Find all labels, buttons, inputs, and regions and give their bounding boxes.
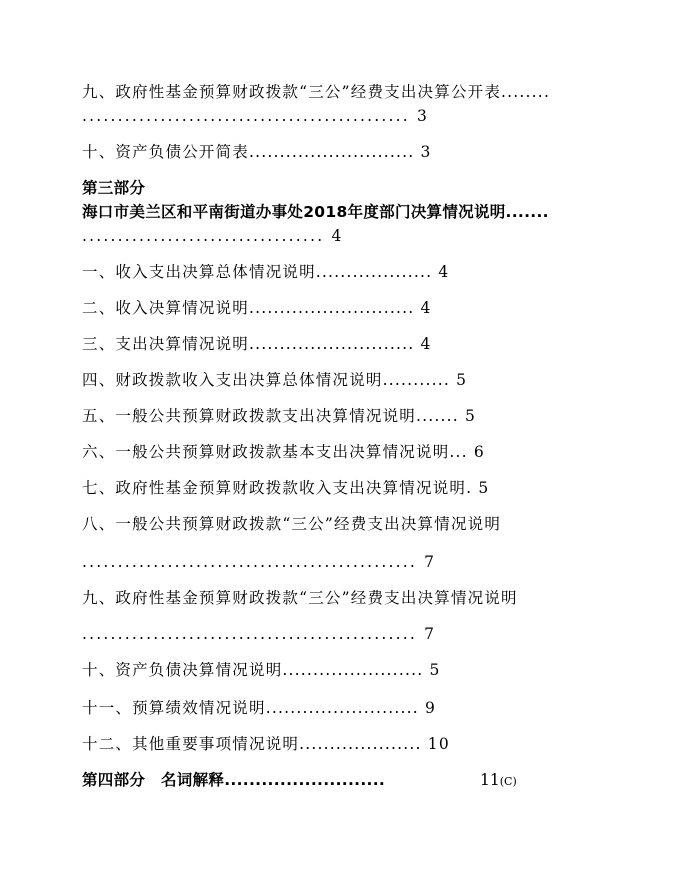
toc-section-9-line2[interactable]: ............................................... 7 bbox=[82, 625, 437, 643]
toc-section-9-line1[interactable]: 九、政府性基金预算财政拨款“三公”经费支出决算情况说明 bbox=[82, 589, 518, 607]
part3-subtitle-line2[interactable]: .................................. 4 bbox=[82, 227, 344, 245]
part4-page-number bbox=[480, 770, 517, 792]
toc-section-10[interactable]: 十、资产负债决算情况说明....................... 5 bbox=[82, 661, 441, 679]
toc-section-11[interactable]: 十一、预算绩效情况说明......................... 9 bbox=[82, 699, 437, 717]
part4-mark: (C) bbox=[499, 775, 517, 788]
part4-page: 11 bbox=[480, 771, 500, 789]
toc-entry-9-line1[interactable]: 九、政府性基金预算财政拨款“三公”经费支出决算公开表........ bbox=[82, 83, 551, 101]
toc-section-6[interactable]: 六、一般公共预算财政拨款基本支出决算情况说明... 6 bbox=[82, 443, 485, 461]
toc-section-8-line2[interactable]: ............................................... 7 bbox=[82, 553, 437, 571]
toc-section-4[interactable]: 四、财政拨款收入支出决算总体情况说明........... 5 bbox=[82, 371, 468, 389]
toc-section-5[interactable]: 五、一般公共预算财政拨款支出决算情况说明....... 5 bbox=[82, 407, 477, 425]
toc-section-12[interactable]: 十二、其他重要事项情况说明.................... 10 bbox=[82, 735, 450, 753]
toc-section-1[interactable]: 一、收入支出决算总体情况说明................... 4 bbox=[82, 263, 450, 281]
part4-entry[interactable]: 第四部分 名词解释.......................... bbox=[82, 771, 386, 789]
part3-heading: 第三部分 bbox=[82, 179, 146, 197]
toc-section-8-line1[interactable]: 八、一般公共预算财政拨款“三公”经费支出决算情况说明 bbox=[82, 515, 502, 533]
part3-subtitle-line1[interactable]: 海口市美兰区和平南街道办事处2018年度部门决算情况说明....... bbox=[82, 203, 549, 221]
toc-section-7[interactable]: 七、政府性基金预算财政拨款收入支出决算情况说明. 5 bbox=[82, 479, 490, 497]
toc-entry-9-line2[interactable]: .............................................. 3 bbox=[82, 107, 430, 125]
toc-entry-10[interactable]: 十、资产负债公开简表........................... 3 bbox=[82, 143, 432, 161]
toc-section-3[interactable]: 三、支出决算情况说明........................... 4 bbox=[82, 335, 432, 353]
toc-section-2[interactable]: 二、收入决算情况说明........................... 4 bbox=[82, 299, 432, 317]
